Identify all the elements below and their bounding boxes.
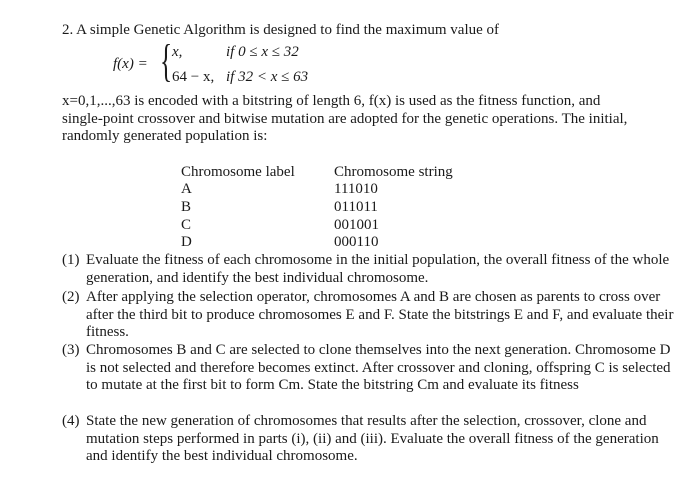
sub-question-number: (4) <box>62 413 80 429</box>
sub-question-text: State the new generation of chromosomes that results after the selection, crossover, clone and mutation steps performed in parts (i), (ii) and (iii). Evaluate the overall fitness of the generation and identify the best individual chromosome. <box>86 413 659 464</box>
table-row-label: A <box>181 181 192 197</box>
sub-question-number: (3) <box>62 342 80 358</box>
table-row-label: C <box>181 217 192 233</box>
sub-question-number: (2) <box>62 289 80 305</box>
function-case2-condition: if 32 < x ≤ 63 <box>226 69 309 85</box>
intro-line-1: x=0,1,...,63 is encoded with a bitstring of length 6, f(x) is used as the fitness function, and <box>62 93 601 109</box>
left-brace-symbol: { <box>160 35 173 86</box>
sub-question-2 <box>62 289 682 342</box>
sub-question-1 <box>62 252 682 287</box>
sub-question-text: After applying the selection operator, chromosomes A and B are chosen as parents to cross over after the third bit to produce chromosomes E and F. State the bitstrings E and F, and evaluate their fitness. <box>86 289 674 340</box>
function-case2-expression: 64 − x, <box>172 69 215 85</box>
table-header-label: Chromosome label <box>181 164 295 180</box>
table-row-string: 000110 <box>334 234 379 250</box>
table-row-label: B <box>181 199 192 215</box>
function-case1-condition: if 0 ≤ x ≤ 32 <box>226 44 299 60</box>
table-header-string: Chromosome string <box>334 164 453 180</box>
question-heading: 2. A simple Genetic Algorithm is designed to find the maximum value of <box>62 22 500 38</box>
sub-question-number: (1) <box>62 252 80 268</box>
function-case1-expression: x, <box>172 44 183 60</box>
table-row-string: 111010 <box>334 181 378 197</box>
table-row-string: 011011 <box>334 199 378 215</box>
sub-question-3 <box>62 342 682 395</box>
sub-question-text: Evaluate the fitness of each chromosome in the initial population, the overall fitness of the whole generation, and identify the best individual chromosome. <box>86 252 670 286</box>
sub-question-text: Chromosomes B and C are selected to clone themselves into the next generation. Chromosome D is not selected and therefore becomes extinct. After crossover and cloning, offspring C is selected to mutate at the first bit to form Cm. State the bitstring Cm and evaluate its fitness <box>86 342 671 393</box>
intro-line-2: single-point crossover and bitwise mutation are adopted for the genetic operations. The initial, <box>62 111 628 127</box>
intro-line-3: randomly generated population is: <box>62 128 268 144</box>
function-lhs: f(x) = <box>113 56 148 72</box>
sub-question-4 <box>62 413 682 466</box>
table-row-string: 001001 <box>334 217 379 233</box>
table-row-label: D <box>181 234 192 250</box>
